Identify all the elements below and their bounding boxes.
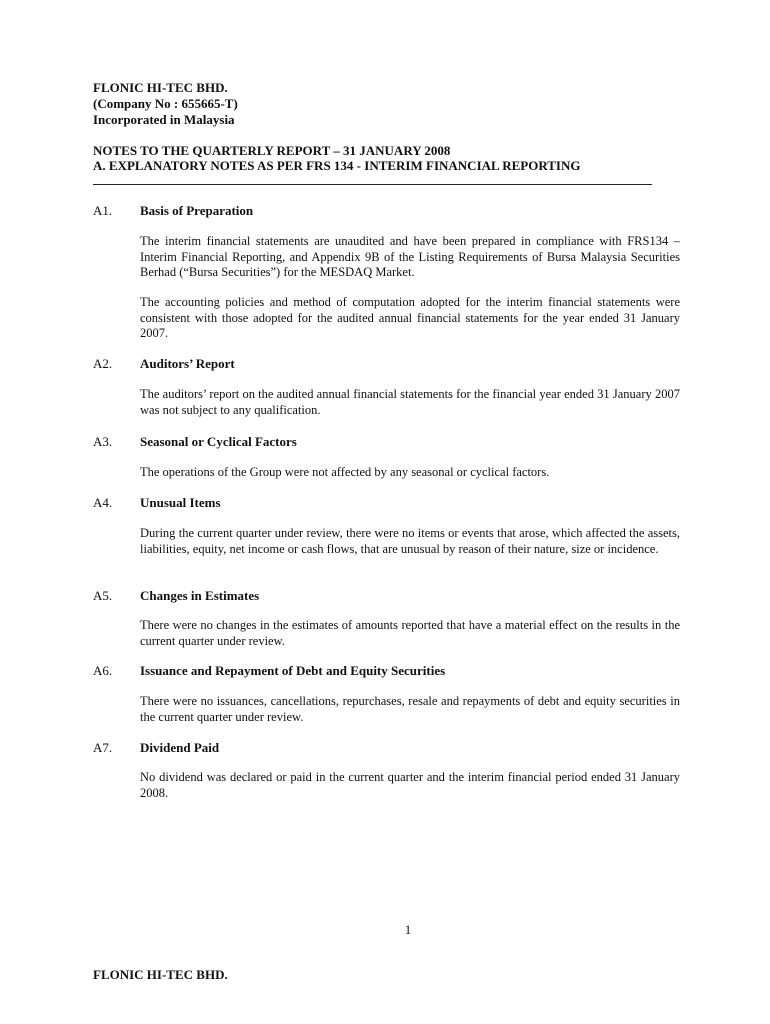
note-number: A3. <box>93 434 113 449</box>
note-number: A6. <box>93 663 113 678</box>
note-number: A7. <box>93 740 113 755</box>
note-heading: Basis of Preparation <box>140 203 254 218</box>
note-number: A5. <box>93 588 113 603</box>
note-number: A4. <box>93 495 113 510</box>
report-title: NOTES TO THE QUARTERLY REPORT – 31 JANUARY 2008 <box>93 143 451 158</box>
note-paragraph: The interim financial statements are unaudited and have been prepared in compliance with FRS134 – Interim Financial Reporting, and Appendix 9B of the Listing Requirements of Bursa Malaysia Securities Berhad (“Bursa Securities”) for the MESDAQ Market. <box>140 234 680 279</box>
note-heading: Dividend Paid <box>140 740 220 755</box>
note-paragraph: There were no issuances, cancellations, repurchases, resale and repayments of debt and equity securities in the current quarter under review. <box>140 694 680 724</box>
note-heading: Seasonal or Cyclical Factors <box>140 434 297 449</box>
note-heading: Auditors’ Report <box>140 356 235 371</box>
footer-company-name: FLONIC HI-TEC BHD. <box>93 967 228 982</box>
note-paragraph: The auditors’ report on the audited annual financial statements for the financial year ended 31 January 2007 was not subject to any qualification. <box>140 387 680 417</box>
note-number: A2. <box>93 356 113 371</box>
header-divider <box>93 184 652 185</box>
note-heading: Unusual Items <box>140 495 221 510</box>
note-paragraph: During the current quarter under review, there were no items or events that arose, which affected the assets, liabilities, equity, net income or cash flows, that are unusual by reason of their nature, size or incidence. <box>140 526 680 556</box>
company-name: FLONIC HI-TEC BHD. <box>93 80 228 95</box>
section-title: A. EXPLANATORY NOTES AS PER FRS 134 - INTERIM FINANCIAL REPORTING <box>93 158 581 173</box>
note-paragraph: The accounting policies and method of computation adopted for the interim financial statements were consistent with those adopted for the audited annual financial statements for the year ended 31 January 2007. <box>140 295 680 340</box>
page-number: 1 <box>404 922 412 937</box>
note-number: A1. <box>93 203 113 218</box>
note-paragraph: The operations of the Group were not affected by any seasonal or cyclical factors. <box>140 465 550 479</box>
note-heading: Issuance and Repayment of Debt and Equity Securities <box>140 663 446 678</box>
company-number: (Company No : 655665-T) <box>93 96 238 111</box>
note-heading: Changes in Estimates <box>140 588 260 603</box>
incorporation-line: Incorporated in Malaysia <box>93 112 235 127</box>
note-paragraph: No dividend was declared or paid in the current quarter and the interim financial period ended 31 January 2008. <box>140 770 680 800</box>
note-paragraph: There were no changes in the estimates of amounts reported that have a material effect on the results in the current quarter under review. <box>140 618 680 648</box>
